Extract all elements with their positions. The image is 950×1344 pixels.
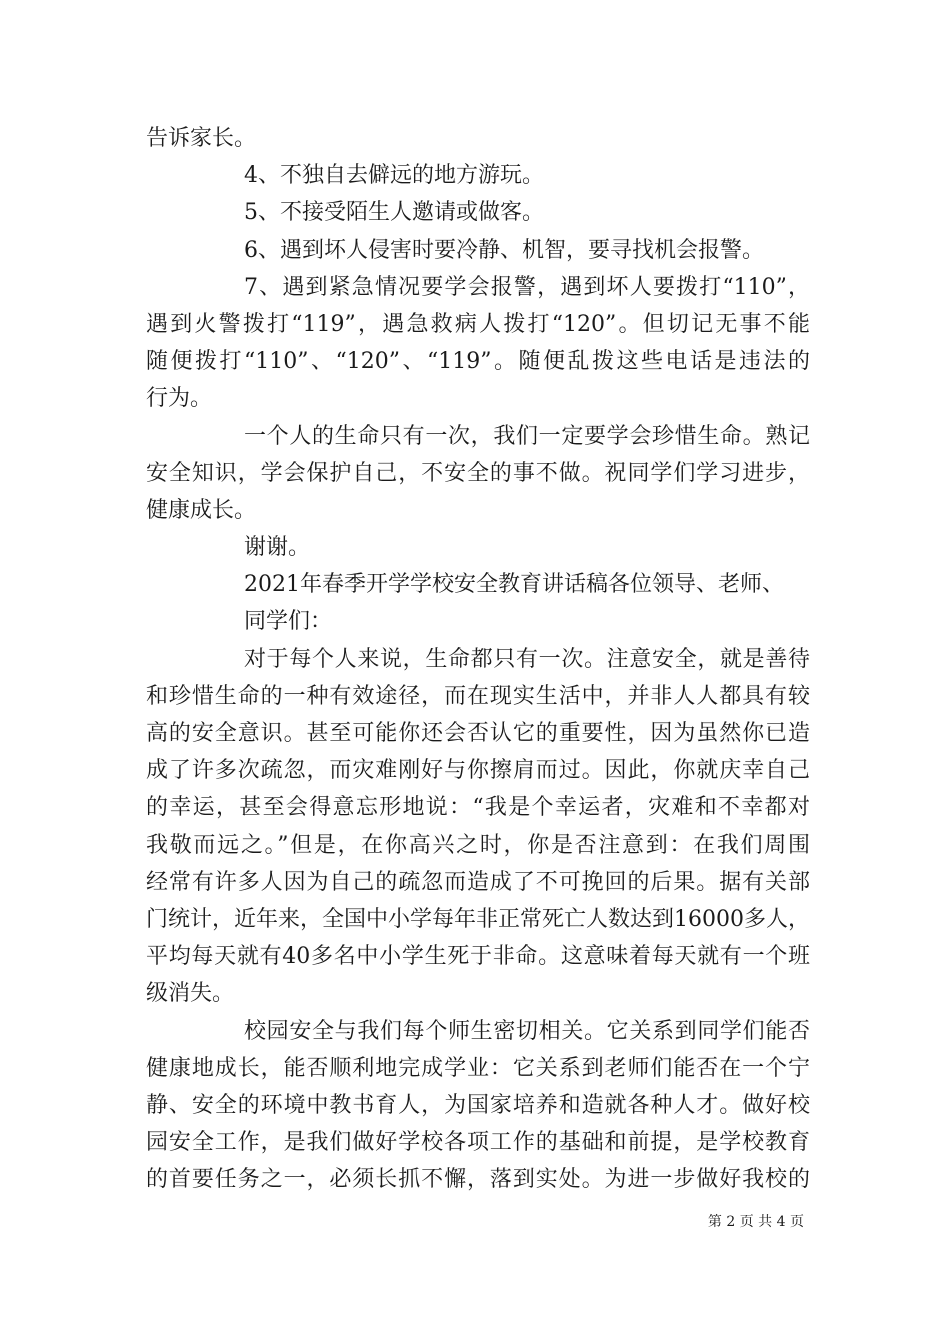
text-line: 级消失。: [146, 981, 235, 1007]
text-line: 高的安全意识。甚至可能你还会否认它的重要性，因为虽然你已造: [146, 721, 810, 746]
text-line: 7、遇到紧急情况要学会报警，遇到坏人要拨打“110”，: [244, 274, 810, 300]
text-line: 6、遇到坏人侵害时要冷静、机智，要寻找机会报警。: [244, 237, 764, 263]
text-line: 平均每天就有40多名中小学生死于非命。这意味着每天就有一个班: [146, 944, 810, 970]
text-line: 安全知识，学会保护自己，不安全的事不做。祝同学们学习进步，: [146, 460, 810, 486]
page-number: 第 2 页 共 4 页: [707, 1214, 804, 1230]
text-line: 门统计，近年来，全国中小学每年非正常死亡人数达到16000多人，: [146, 906, 810, 932]
text-line: 我敬而远之。”但是，在你高兴之时，你是否注意到：在我们周围: [146, 832, 810, 858]
text-line: 经常有许多人因为自己的疏忽而造成了不可挽回的后果。据有关部: [146, 869, 810, 895]
text-line: 成了许多次疏忽，而灾难刚好与你擦肩而过。因此，你就庆幸自己: [146, 758, 810, 784]
text-line: 5、不接受陌生人邀请或做客。: [244, 200, 544, 226]
text-line: 园安全工作，是我们做好学校各项工作的基础和前提，是学校教育: [146, 1130, 810, 1156]
text-line: 谢谢。: [244, 535, 311, 561]
text-line: 行为。: [146, 386, 213, 412]
text-line: 同学们：: [244, 609, 333, 635]
text-line: 健康地成长，能否顺利地完成学业：它关系到老师们能否在一个宁: [146, 1055, 810, 1081]
text-line: 和珍惜生命的一种有效途径，而在现实生活中，并非人人都具有较: [146, 683, 810, 709]
document-body: [146, 120, 810, 1198]
text-line: 的首要任务之一，必须长抓不懈，落到实处。为进一步做好我校的: [146, 1167, 810, 1193]
text-line: 健康成长。: [146, 497, 257, 523]
text-line: 一个人的生命只有一次，我们一定要学会珍惜生命。熟记: [244, 423, 810, 449]
text-line: 的幸运，甚至会得意忘形地说：“我是个幸运者，灾难和不幸都对: [146, 795, 810, 821]
text-line: 2021年春季开学学校安全教育讲话稿各位领导、老师、: [244, 572, 784, 598]
text-line: 随便拨打“110”、“120”、“119”。随便乱拨这些电话是违法的: [146, 349, 810, 375]
text-line: 校园安全与我们每个师生密切相关。它关系到同学们能否: [244, 1018, 810, 1044]
text-line: 告诉家长。: [146, 126, 257, 151]
text-line: 4、不独自去僻远的地方游玩。: [244, 163, 544, 189]
text-line: 对于每个人来说，生命都只有一次。注意安全，就是善待: [244, 646, 810, 672]
text-line: 遇到火警拨打“119”，遇急救病人拨打“120”。但切记无事不能: [146, 311, 810, 337]
text-line: 静、安全的环境中教书育人，为国家培养和造就各种人才。做好校: [146, 1092, 810, 1118]
